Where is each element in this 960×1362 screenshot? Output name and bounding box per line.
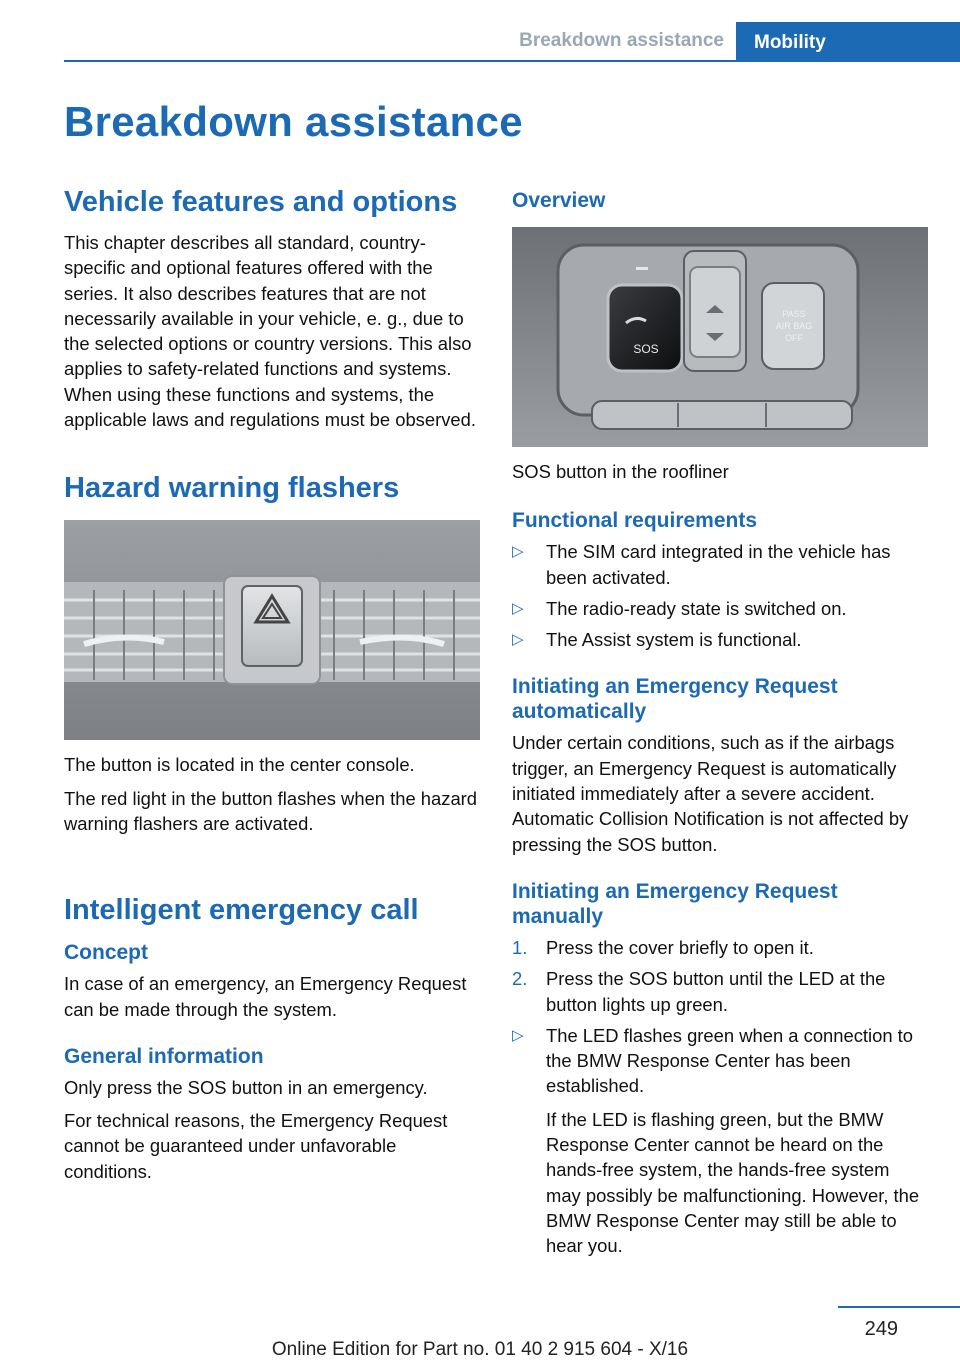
manual-request-heading: Initiating an Emergency Request manually xyxy=(512,879,838,928)
general-information-heading: General information xyxy=(64,1044,264,1068)
list-item: 2. Press the SOS button until the LED at the button lights up green. xyxy=(512,968,886,1015)
list-item: 1. Press the cover briefly to open it. xyxy=(512,936,814,958)
hazard-caption-location: The button is located in the center console. xyxy=(64,754,415,776)
header-rule xyxy=(64,60,960,62)
manual-request-note: If the LED is flashing green, but the BMW Response Center cannot be heard on the hands-free system, the hands-free system may possibly be malfunctioning. However, the BMW Response Center may still be able to hear you. xyxy=(546,1108,920,1257)
sos-roofliner-illustration xyxy=(512,227,928,447)
manual-request-steps xyxy=(512,935,928,1017)
page-title: Breakdown assistance xyxy=(64,98,523,145)
page-number: 249 xyxy=(864,1318,898,1340)
left-column xyxy=(64,184,480,1184)
functional-requirements-list xyxy=(512,539,928,652)
header-section-title: Breakdown assistance xyxy=(519,30,724,51)
right-column xyxy=(512,184,928,1259)
auto-request-text: Under certain conditions, such as if the airbags trigger, an Emergency Request is automatically initiated immediately after a severe accident. Automatic Collision Notification is not affected by pressing the SOS button. xyxy=(512,732,909,855)
list-item: ▷ The LED flashes green when a connection to the BMW Response Center has been established. If the LED is flashing green, but the BMW Response Center cannot be heard on the hands-free system, the hands-free system may possibly be malfunctioning. However, the BMW Response Center may still be able to hear you. xyxy=(512,1023,928,1259)
hazard-console-illustration xyxy=(64,520,480,740)
footer-rule xyxy=(838,1306,960,1308)
sos-label: SOS xyxy=(633,342,659,356)
auto-request-heading: Initiating an Emergency Request automatically xyxy=(512,675,838,724)
list-item: ▷ The radio-ready state is switched on. xyxy=(512,596,928,621)
intelligent-emergency-call-heading: Intelligent emergency call xyxy=(64,894,419,927)
general-information-text: Only press the SOS button in an emergency. xyxy=(64,1076,428,1098)
manual-request-bullet-list xyxy=(512,1023,928,1259)
list-item: ▷ The Assist system is functional. xyxy=(512,627,928,652)
overview-heading: Overview xyxy=(512,189,606,212)
hazard-caption-light: The red light in the button flashes when the hazard warning flashers are activated. xyxy=(64,787,478,834)
triangle-bullet-icon: ▷ xyxy=(512,631,524,649)
header-tab-mobility: Mobility xyxy=(736,22,960,62)
general-information-note: For technical reasons, the Emergency Request cannot be guaranteed under unfavorable conditions. xyxy=(64,1110,448,1182)
concept-text: In case of an emergency, an Emergency Request can be made through the system. xyxy=(64,973,467,1020)
hazard-heading: Hazard warning flashers xyxy=(64,472,400,505)
functional-requirements-heading: Functional requirements xyxy=(512,509,758,533)
triangle-bullet-icon: ▷ xyxy=(512,1026,524,1044)
overview-caption: SOS button in the roofliner xyxy=(512,461,729,482)
sos-button-image xyxy=(512,227,928,447)
triangle-bullet-icon: ▷ xyxy=(512,543,524,561)
footer-edition: Online Edition for Part no. 01 40 2 915 604 - X/16 xyxy=(271,1339,689,1360)
pass-airbag-label-line3: OFF xyxy=(785,333,803,343)
concept-heading: Concept xyxy=(64,941,148,965)
vehicle-features-heading: Vehicle features and options xyxy=(64,186,458,218)
hazard-button-image xyxy=(64,520,480,740)
pass-airbag-label-line1: PASS xyxy=(782,309,806,319)
triangle-bullet-icon: ▷ xyxy=(512,599,524,617)
vehicle-features-text: This chapter describes all standard, country-specific and optional features offered with the series. It also describes features that are not necessarily available in your vehicle, e. g., due to the selected options or country versions. This also applies to safety-related functions and systems. When using these functions and systems, the applicable laws and regulations must be observed. xyxy=(64,232,476,431)
pass-airbag-label-line2: AIR BAG xyxy=(775,321,813,331)
list-item: ▷ The SIM card integrated in the vehicle has been activated. xyxy=(512,541,891,588)
